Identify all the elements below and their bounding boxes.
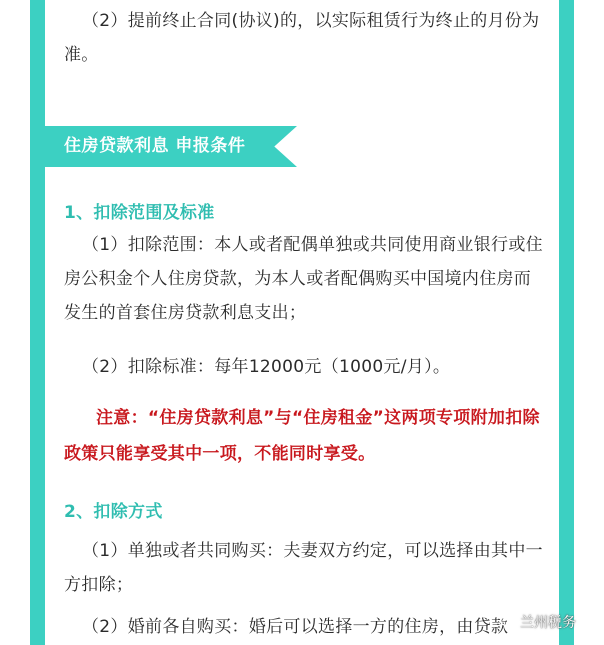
right-frame-bar xyxy=(559,0,574,645)
watermark-text: 兰州税务 xyxy=(520,615,576,631)
section-banner-title: 住房贷款利息 申报条件 xyxy=(64,136,246,156)
notice-text: 注意：“住房贷款利息”与“住房租金”这两项专项附加扣除政策只能享受其中一项，不能同时享受。 xyxy=(64,408,540,464)
heading-deduction-method: 2、扣除方式 xyxy=(64,502,163,522)
left-frame-bar xyxy=(30,0,45,645)
paragraph-premarital-purchase: （2）婚前各自购买：婚后可以选择一方的住房，由贷款 xyxy=(82,617,509,637)
paragraph-deduction-standard: （2）扣除标准：每年12000元（1000元/月）。 xyxy=(82,357,451,377)
paragraph-early-termination: （2）提前终止合同(协议)的，以实际租赁行为终止的月份为准。 xyxy=(64,11,540,65)
wechat-icon xyxy=(500,614,516,630)
watermark xyxy=(500,612,576,632)
paragraph-deduction-scope: （1）扣除范围：本人或者配偶单独或共同使用商业银行或住房公积金个人住房贷款，为本人或者配偶购买中国境内住房而发生的首套住房贷款利息支出； xyxy=(64,235,543,323)
heading-deduction-scope: 1、扣除范围及标准 xyxy=(64,203,215,223)
paragraph-joint-purchase: （1）单独或者共同购买：夫妻双方约定，可以选择由其中一方扣除； xyxy=(64,541,543,595)
